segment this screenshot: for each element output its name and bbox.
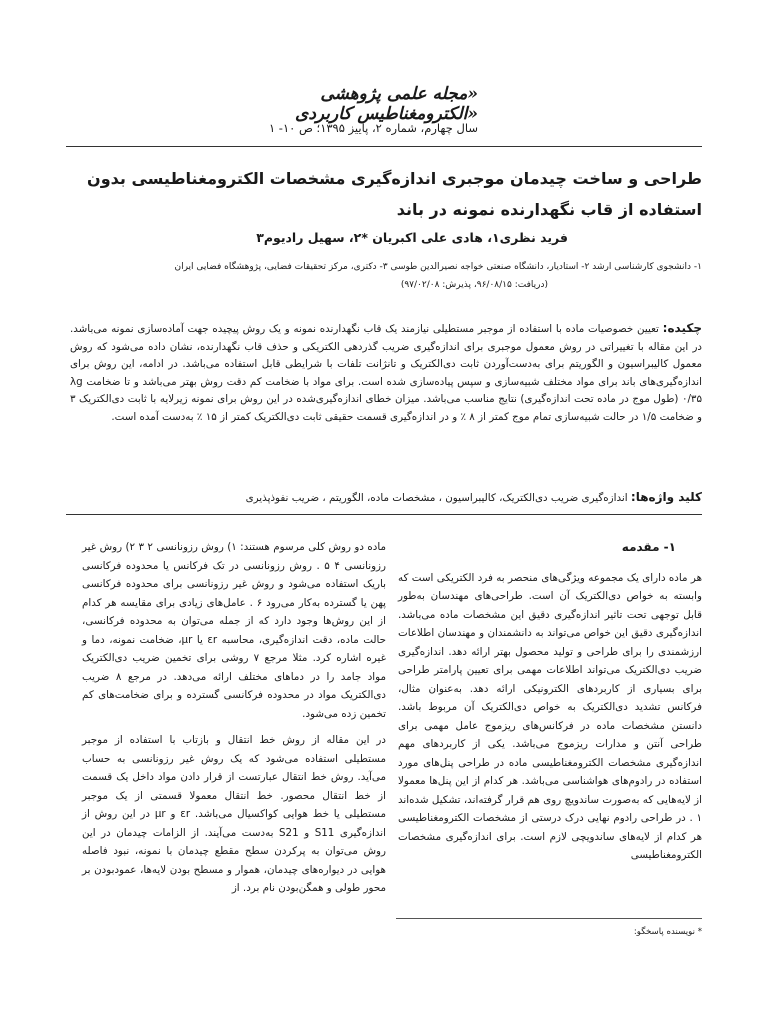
abstract-text: تعیین خصوصیات ماده با استفاده از موجبر مستطیلی نیازمند یک قاب نگهدارنده نمونه و یک روش پیچیده جهت آماده‌سازی نمونه می‌باشد. در این مقاله با تغییراتی در روش معمول موجبری برای اندازه‌گیری ضریب گذردهی الکتریکی و حذف قاب نگهدارنده، نشان داده می‌شود که روش معمول کالیبراسیون و الگوریتم برای به‌دست‌آوردن ثابت دی‌الکتریک و تانژانت تلفات با شرایطی قابل استفاده می‌باشد. در ادامه، این روش برای اندازه‌گیری‌های باند برای مواد مختلف شبیه‌سازی و سپس پیاده‌سازی شده است. برای مواد با ضخامت کم دقت روش بهتر می‌باشد و تا ضخامت λg ۰/۳۵ (طول موج در ماده تحت اندازه‌گیری) نتایج مناسب می‌باشد. میزان خطای اندازه‌گیری‌شده در این روش برای نمونه زیرلایه با ثابت دی‌الکتریک ۳ و ضخامت ۱/۵ در حالت شبیه‌سازی تمام موج کمتر از ۸ ٪ و در اندازه‌گیری قسمت حقیقی ثابت دی‌الکتریک کمتر از ۱۵ ٪ به‌دست آمده است. — [70, 323, 702, 423]
keywords — [70, 488, 702, 507]
header-divider — [66, 146, 702, 147]
body-paragraph-2: در این مقاله از روش خط انتقال و بازتاب با استفاده از موجبر مستطیلی استفاده می‌شود که یک روش غیر رزونانسی به حساب می‌آید. روش خط انتقال عبارتست از قرار دادن مواد داخل یک قسمت از خط انتقال محصور. خط انتقال معمولا قسمتی از یک موجبر مستطیلی یا خط هوایی کواکسیال می‌باشد. εr و μr در این روش از اندازه‌گیری S11 و S21 به‌دست می‌آیند. از الزامات چیدمان در این روش می‌توان به پرکردن سطح مقطع چیدمان با نمونه، نبود فاصله هوایی در دیواره‌های چیدمان، هموار و مسطح بودن لایه‌ها، عمودبودن بر محور طولی و همگن‌بودن نام برد. از — [82, 734, 386, 894]
abstract-label: چکیده: — [662, 321, 702, 335]
left-column — [82, 538, 386, 906]
journal-title: «مجله علمی پژوهشی «الکترومغناطیس کاربردی — [295, 84, 478, 124]
paper-title: طراحی و ساخت چیدمان موجبری اندازه‌گیری مشخصات الکترومغناطیسی بدون استفاده از قاب نگهدارنده نمونه در باند — [87, 169, 702, 219]
right-column — [398, 538, 702, 873]
section-heading-introduction: ۱- مقدمه — [621, 540, 676, 554]
issue-line: سال چهارم، شماره ۲، پاییز ۱۳۹۵؛ ص ۱۰- ۱ — [268, 121, 478, 135]
footnote-divider — [396, 918, 702, 919]
abstract — [70, 320, 702, 426]
received-accepted-dates: (دریافت: ۹۶/۰۸/۱۵، پذیرش: ۹۷/۰۲/۰۸) — [400, 280, 548, 290]
affiliations: ۱- دانشجوی کارشناسی ارشد ۲- استادیار، دانشگاه صنعتی خواجه نصیرالدین طوسی ۳- دکتری، مرکز تحقیقات فضایی، پژوهشگاه فضایی ایران — [174, 262, 702, 272]
keywords-divider — [66, 514, 702, 515]
footnote: * نویسنده پاسخگو: — [633, 927, 702, 937]
body-paragraph-1: ماده دو روش کلی مرسوم هستند: ۱) روش رزونانسی ۲ ۳ ۲) روش غیر رزونانسی ۴ ۵ . روش رزونانسی در تک فرکانس یا محدوده فرکانسی باریک استفاده می‌شود و روش غیر رزونانسی برای محدوده فرکانسی پهن یا گسترده به‌کار می‌رود ۶ . عامل‌های زیادی برای مقایسه هر کدام از این روش‌ها وجود دارد که از جمله می‌توان به محدوده فرکانسی، حالت ماده، دقت اندازه‌گیری، محاسبه εr یا μr، ضخامت نمونه، دما و غیره اشاره کرد. مثلا مرجع ۷ روشی برای تخمین ضریب دی‌الکتریک مواد جامد را در دماهای مختلف ارائه می‌دهد. در مرجع ۸ ضریب دی‌الکتریک مواد در محدوده فرکانسی گسترده و برای ضخامت‌های کم تخمین زده می‌شود. — [82, 541, 387, 720]
intro-paragraph: هر ماده دارای یک مجموعه ویژگی‌های منحصر به فرد الکتریکی است که وابسته به خواص دی‌الکتریک آن است. طراحی‌های مهندسان به‌طور قابل توجهی تحت تاثیر اندازه‌گیری دقیق این مشخصات ماده می‌باشد. اندازه‌گیری دقیق این خواص می‌تواند به دانشمندان و مهندسان اطلاعات ارزشمندی را برای طراحی و تولید محصول بهتر ارائه دهد. اندازه‌گیری ضریب دی‌الکتریک می‌تواند اطلاعات مهمی برای تعیین پارامتر طراحی برای بسیاری از کاربردهای الکترونیکی ارائه دهد. به‌عنوان مثال، فرکانس تشدید دی‌الکتریک به خواص دی‌الکتریک آن مربوط باشد. دانستن مشخصات ماده در فرکانس‌های ریزموج عامل مهمی برای طراحی آنتن و مدارات ریزموج می‌باشد. یکی از کاربردهای مهم اندازه‌گیری مشخصات الکترومغناطیسی ماده در طراحی پنل‌های مورد استفاده در رادوم‌های هواشناسی می‌باشد. هر کدام از این پنل‌ها معمولا از لایه‌هایی که به‌صورت ساندویچ روی هم قرار گرفته‌اند، تشکیل شده‌اند ۱ . در طراحی رادوم نهایی درک درستی از مشخصات الکترومغناطیسی هر کدام از لایه‌های ساندویچی لازم است. برای اندازه‌گیری مشخصات الکترومغناطیسی — [398, 571, 702, 861]
keywords-label: کلید واژه‌ها: — [630, 490, 702, 504]
authors: فرید نظری۱، هادی علی اکبریان *۲، سهیل رادیوم۳ — [256, 230, 568, 245]
keywords-text: اندازه‌گیری ضریب دی‌الکتریک، کالیبراسیون ، مشخصات ماده، الگوریتم ، ضریب نفوذپذیری — [245, 492, 631, 504]
